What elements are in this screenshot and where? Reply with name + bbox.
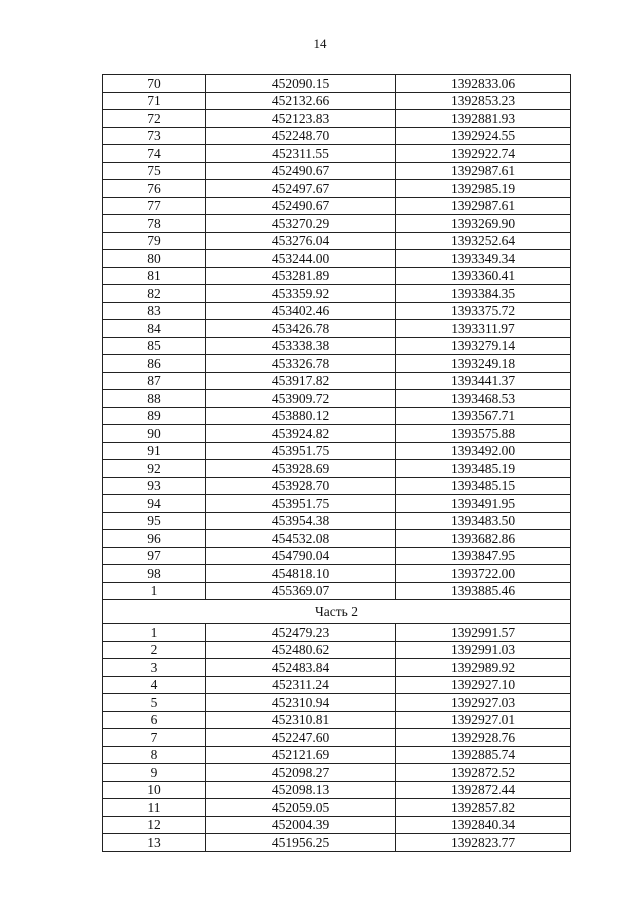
y-coordinate-cell: 1393249.18 (396, 355, 571, 373)
x-coordinate-cell: 452480.62 (206, 641, 396, 659)
point-number-cell: 79 (103, 232, 206, 250)
point-number-cell: 72 (103, 110, 206, 128)
table-row (103, 320, 571, 338)
x-coordinate-cell: 453359.92 (206, 285, 396, 303)
table-row (103, 407, 571, 425)
x-coordinate-cell: 452121.69 (206, 746, 396, 764)
table-row (103, 565, 571, 583)
y-coordinate-cell: 1393722.00 (396, 565, 571, 583)
x-coordinate-cell: 453917.82 (206, 372, 396, 390)
table-row (103, 834, 571, 852)
section-title: Часть 2 (103, 600, 571, 624)
x-coordinate-cell: 454532.08 (206, 530, 396, 548)
y-coordinate-cell: 1392927.10 (396, 676, 571, 694)
y-coordinate-cell: 1393483.50 (396, 512, 571, 530)
table-row (103, 127, 571, 145)
y-coordinate-cell: 1392924.55 (396, 127, 571, 145)
table-row (103, 390, 571, 408)
table-row (103, 162, 571, 180)
x-coordinate-cell: 453954.38 (206, 512, 396, 530)
x-coordinate-cell: 452123.83 (206, 110, 396, 128)
x-coordinate-cell: 453928.70 (206, 477, 396, 495)
table-row (103, 372, 571, 390)
y-coordinate-cell: 1393269.90 (396, 215, 571, 233)
y-coordinate-cell: 1392991.03 (396, 641, 571, 659)
page-number: 14 (313, 36, 327, 51)
table-row (103, 641, 571, 659)
y-coordinate-cell: 1393349.34 (396, 250, 571, 268)
x-coordinate-cell: 453928.69 (206, 460, 396, 478)
point-number-cell: 90 (103, 425, 206, 443)
y-coordinate-cell: 1392840.34 (396, 816, 571, 834)
table-row (103, 547, 571, 565)
x-coordinate-cell: 453426.78 (206, 320, 396, 338)
x-coordinate-cell: 452479.23 (206, 624, 396, 642)
point-number-cell: 4 (103, 676, 206, 694)
table-row (103, 460, 571, 478)
point-number-cell: 3 (103, 659, 206, 677)
point-number-cell: 98 (103, 565, 206, 583)
y-coordinate-cell: 1392927.01 (396, 711, 571, 729)
x-coordinate-cell: 452059.05 (206, 799, 396, 817)
y-coordinate-cell: 1392823.77 (396, 834, 571, 852)
table-row (103, 746, 571, 764)
table-row (103, 711, 571, 729)
y-coordinate-cell: 1393485.15 (396, 477, 571, 495)
x-coordinate-cell: 452497.67 (206, 180, 396, 198)
x-coordinate-cell: 452310.81 (206, 711, 396, 729)
x-coordinate-cell: 452310.94 (206, 694, 396, 712)
y-coordinate-cell: 1392987.61 (396, 162, 571, 180)
table-row (103, 781, 571, 799)
table-row (103, 215, 571, 233)
table-row (103, 495, 571, 513)
x-coordinate-cell: 454818.10 (206, 565, 396, 583)
y-coordinate-cell: 1392927.03 (396, 694, 571, 712)
table-row (103, 355, 571, 373)
y-coordinate-cell: 1393252.64 (396, 232, 571, 250)
table-row (103, 197, 571, 215)
point-number-cell: 86 (103, 355, 206, 373)
point-number-cell: 95 (103, 512, 206, 530)
point-number-cell: 7 (103, 729, 206, 747)
point-number-cell: 73 (103, 127, 206, 145)
x-coordinate-cell: 453880.12 (206, 407, 396, 425)
point-number-cell: 8 (103, 746, 206, 764)
table-row (103, 110, 571, 128)
y-coordinate-cell: 1392922.74 (396, 145, 571, 163)
section-row (103, 600, 571, 624)
y-coordinate-cell: 1393311.97 (396, 320, 571, 338)
x-coordinate-cell: 453338.38 (206, 337, 396, 355)
y-coordinate-cell: 1392872.52 (396, 764, 571, 782)
point-number-cell: 9 (103, 764, 206, 782)
y-coordinate-cell: 1392833.06 (396, 75, 571, 93)
table-row (103, 145, 571, 163)
point-number-cell: 89 (103, 407, 206, 425)
point-number-cell: 97 (103, 547, 206, 565)
table-row (103, 267, 571, 285)
table-row (103, 302, 571, 320)
table-row (103, 624, 571, 642)
table-row (103, 92, 571, 110)
point-number-cell: 96 (103, 530, 206, 548)
table-row (103, 799, 571, 817)
point-number-cell: 82 (103, 285, 206, 303)
x-coordinate-cell: 453244.00 (206, 250, 396, 268)
y-coordinate-cell: 1393279.14 (396, 337, 571, 355)
x-coordinate-cell: 453276.04 (206, 232, 396, 250)
y-coordinate-cell: 1392885.74 (396, 746, 571, 764)
y-coordinate-cell: 1392989.92 (396, 659, 571, 677)
x-coordinate-cell: 452098.13 (206, 781, 396, 799)
table-row (103, 729, 571, 747)
x-coordinate-cell: 453326.78 (206, 355, 396, 373)
y-coordinate-cell: 1393575.88 (396, 425, 571, 443)
x-coordinate-cell: 453281.89 (206, 267, 396, 285)
x-coordinate-cell: 453951.75 (206, 495, 396, 513)
point-number-cell: 93 (103, 477, 206, 495)
table-row (103, 512, 571, 530)
table-row (103, 764, 571, 782)
x-coordinate-cell: 451956.25 (206, 834, 396, 852)
y-coordinate-cell: 1393375.72 (396, 302, 571, 320)
x-coordinate-cell: 452132.66 (206, 92, 396, 110)
x-coordinate-cell: 452004.39 (206, 816, 396, 834)
point-number-cell: 78 (103, 215, 206, 233)
point-number-cell: 76 (103, 180, 206, 198)
x-coordinate-cell: 453270.29 (206, 215, 396, 233)
y-coordinate-cell: 1392872.44 (396, 781, 571, 799)
x-coordinate-cell: 452247.60 (206, 729, 396, 747)
point-number-cell: 83 (103, 302, 206, 320)
point-number-cell: 13 (103, 834, 206, 852)
y-coordinate-cell: 1393567.71 (396, 407, 571, 425)
y-coordinate-cell: 1393360.41 (396, 267, 571, 285)
point-number-cell: 88 (103, 390, 206, 408)
point-number-cell: 12 (103, 816, 206, 834)
x-coordinate-cell: 452490.67 (206, 197, 396, 215)
point-number-cell: 6 (103, 711, 206, 729)
table-row (103, 425, 571, 443)
point-number-cell: 81 (103, 267, 206, 285)
point-number-cell: 70 (103, 75, 206, 93)
point-number-cell: 75 (103, 162, 206, 180)
x-coordinate-cell: 454790.04 (206, 547, 396, 565)
table-row (103, 676, 571, 694)
point-number-cell: 1 (103, 624, 206, 642)
coordinates-table (102, 74, 571, 852)
point-number-cell: 94 (103, 495, 206, 513)
point-number-cell: 74 (103, 145, 206, 163)
y-coordinate-cell: 1392857.82 (396, 799, 571, 817)
y-coordinate-cell: 1392881.93 (396, 110, 571, 128)
x-coordinate-cell: 452483.84 (206, 659, 396, 677)
x-coordinate-cell: 452098.27 (206, 764, 396, 782)
table-row (103, 232, 571, 250)
y-coordinate-cell: 1393441.37 (396, 372, 571, 390)
point-number-cell: 92 (103, 460, 206, 478)
y-coordinate-cell: 1393682.86 (396, 530, 571, 548)
x-coordinate-cell: 455369.07 (206, 582, 396, 600)
table-row (103, 659, 571, 677)
table-row (103, 337, 571, 355)
table-row (103, 694, 571, 712)
point-number-cell: 91 (103, 442, 206, 460)
x-coordinate-cell: 453909.72 (206, 390, 396, 408)
table-row (103, 530, 571, 548)
y-coordinate-cell: 1393468.53 (396, 390, 571, 408)
x-coordinate-cell: 452248.70 (206, 127, 396, 145)
table-row (103, 816, 571, 834)
point-number-cell: 87 (103, 372, 206, 390)
point-number-cell: 77 (103, 197, 206, 215)
point-number-cell: 1 (103, 582, 206, 600)
point-number-cell: 84 (103, 320, 206, 338)
table-row (103, 75, 571, 93)
y-coordinate-cell: 1392987.61 (396, 197, 571, 215)
point-number-cell: 2 (103, 641, 206, 659)
y-coordinate-cell: 1392853.23 (396, 92, 571, 110)
table-row (103, 180, 571, 198)
x-coordinate-cell: 453951.75 (206, 442, 396, 460)
point-number-cell: 5 (103, 694, 206, 712)
x-coordinate-cell: 452490.67 (206, 162, 396, 180)
y-coordinate-cell: 1392991.57 (396, 624, 571, 642)
table-row (103, 442, 571, 460)
x-coordinate-cell: 453402.46 (206, 302, 396, 320)
coordinates-table-body (103, 75, 571, 852)
table-row (103, 477, 571, 495)
y-coordinate-cell: 1393847.95 (396, 547, 571, 565)
point-number-cell: 71 (103, 92, 206, 110)
x-coordinate-cell: 452090.15 (206, 75, 396, 93)
x-coordinate-cell: 452311.55 (206, 145, 396, 163)
x-coordinate-cell: 453924.82 (206, 425, 396, 443)
point-number-cell: 80 (103, 250, 206, 268)
y-coordinate-cell: 1393384.35 (396, 285, 571, 303)
point-number-cell: 85 (103, 337, 206, 355)
y-coordinate-cell: 1393492.00 (396, 442, 571, 460)
y-coordinate-cell: 1392928.76 (396, 729, 571, 747)
table-row (103, 582, 571, 600)
y-coordinate-cell: 1393885.46 (396, 582, 571, 600)
table-row (103, 250, 571, 268)
x-coordinate-cell: 452311.24 (206, 676, 396, 694)
y-coordinate-cell: 1393485.19 (396, 460, 571, 478)
y-coordinate-cell: 1392985.19 (396, 180, 571, 198)
point-number-cell: 10 (103, 781, 206, 799)
table-row (103, 285, 571, 303)
point-number-cell: 11 (103, 799, 206, 817)
y-coordinate-cell: 1393491.95 (396, 495, 571, 513)
